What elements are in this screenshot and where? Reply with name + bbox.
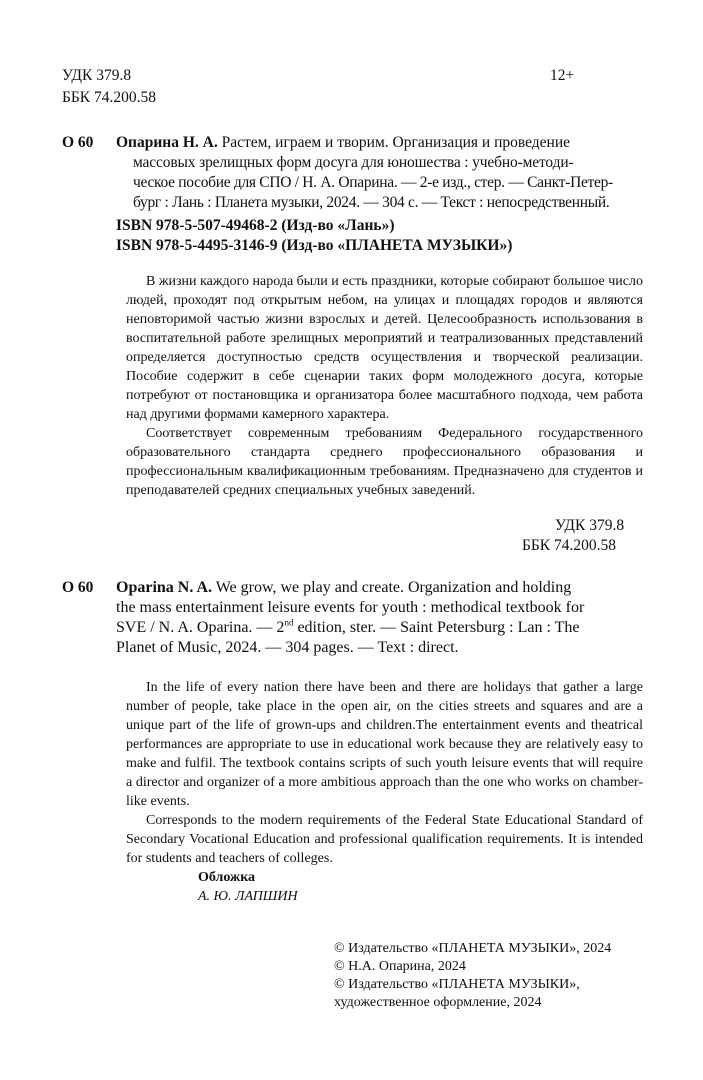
ru-abstract-p2: Соответствует современным требованиям Федерального государственного образовательного стандарта среднего профессионального образования и профессиональным квалификационным требованиям. Предназначено для студентов и преподавателей средних специальных учебных заведений. xyxy=(126,426,643,498)
copyright-author: © Н.А. Опарина, 2024 xyxy=(334,959,466,974)
en-entry-title: We grow, we play and create. Organization and holding xyxy=(215,579,572,596)
en-entry-author: Oparina N. A. xyxy=(116,579,213,596)
copyright-design: © Издательство «ПЛАНЕТА МУЗЫКИ», xyxy=(334,977,580,992)
en-entry-line2: the mass entertainment leisure events for youth : methodical textbook for xyxy=(116,599,585,616)
cover-label: Обложка xyxy=(198,870,256,885)
ru-entry-code: О 60 xyxy=(62,134,94,151)
en-abstract xyxy=(126,678,643,868)
ru-entry-line3: ческое пособие для СПО / Н. А. Опарина. — 2-е изд., стер. — Санкт-Петер- xyxy=(133,174,613,191)
ru-isbn-2-number: ISBN 978-5-4495-3146-9 xyxy=(116,237,278,254)
en-entry-ordinal: nd xyxy=(284,617,294,628)
en-abstract-p1: In the life of every nation there have been and there are holidays that gather a large number of people, take place in the open air, on the cities streets and squares and are a unique part of the life of grown-ups and children.The entertainment events and theatrical performances are appropriate to use in educational work because they are relatively easy to make and fulfil. The textbook contains scripts of such youth leisure events that will require a director and organizer of a more ambitious approach than the one who works on chamber-like events. xyxy=(126,680,643,809)
ru-isbn-2-publisher: (Изд-во «ПЛАНЕТА МУЗЫКИ») xyxy=(281,237,513,254)
bbk-code: ББК 74.200.58 xyxy=(62,89,157,106)
en-abstract-p2: Corresponds to the modern requirements of the Federal State Educational Standard of Secondary Vocational Education and professional qualification requirements. It is intended for students and teachers of colleges. xyxy=(126,813,643,866)
en-entry-code: О 60 xyxy=(62,579,94,596)
en-entry-line3-start: SVE / N. A. Oparina. — 2 xyxy=(116,619,285,636)
ru-entry-title: Растем, играем и творим. Организация и проведение xyxy=(221,134,571,151)
copyright-publisher: © Издательство «ПЛАНЕТА МУЗЫКИ», 2024 xyxy=(334,941,612,956)
ru-isbn-1: ISBN 978-5-507-49468-2 (Изд-во «Лань») xyxy=(116,217,395,234)
ru-entry-line4: бург : Лань : Планета музыки, 2024. — 304 с. — Текст : непосредственный. xyxy=(133,194,610,211)
age-rating: 12+ xyxy=(550,67,575,84)
ru-isbn-2 xyxy=(116,236,512,256)
en-entry-line1 xyxy=(116,578,571,598)
right-udk-code: УДК 379.8 xyxy=(555,517,625,534)
en-entry-line3-end: edition, ster. — Saint Petersburg : Lan : The xyxy=(293,619,580,636)
right-bbk-code: ББК 74.200.58 xyxy=(522,537,617,554)
ru-entry-author: Опарина Н. А. xyxy=(116,134,218,151)
ru-entry-line2: массовых зрелищных форм досуга для юношества : учебно-методи- xyxy=(133,154,574,171)
cover-artist: А. Ю. ЛАПШИН xyxy=(198,889,298,904)
ru-entry-line1 xyxy=(116,133,646,153)
en-entry-line4: Planet of Music, 2024. — 304 pages. — Text : direct. xyxy=(116,639,459,656)
udk-code: УДК 379.8 xyxy=(62,67,132,84)
copyright-design-note: художественное оформление, 2024 xyxy=(334,995,542,1010)
en-entry-line3 xyxy=(116,618,579,638)
ru-abstract-p1: В жизни каждого народа были и есть праздники, которые собирают большое число людей, проходят под открытым небом, на улицах и площадях городов и являются неповторимой частью жизни взрослых и детей. Целесообразность использования в воспитательной работе зрелищных мероприятий и театрализованных представлений определяется доступностью средств осуществления и творческой реализации. Пособие содержит в себе сценарии таких форм молодежного досуга, которые потребуют от постановщика и организатора более масштабного подхода, чем работа над другими формами камерного характера. xyxy=(126,274,643,422)
ru-abstract xyxy=(126,272,643,500)
